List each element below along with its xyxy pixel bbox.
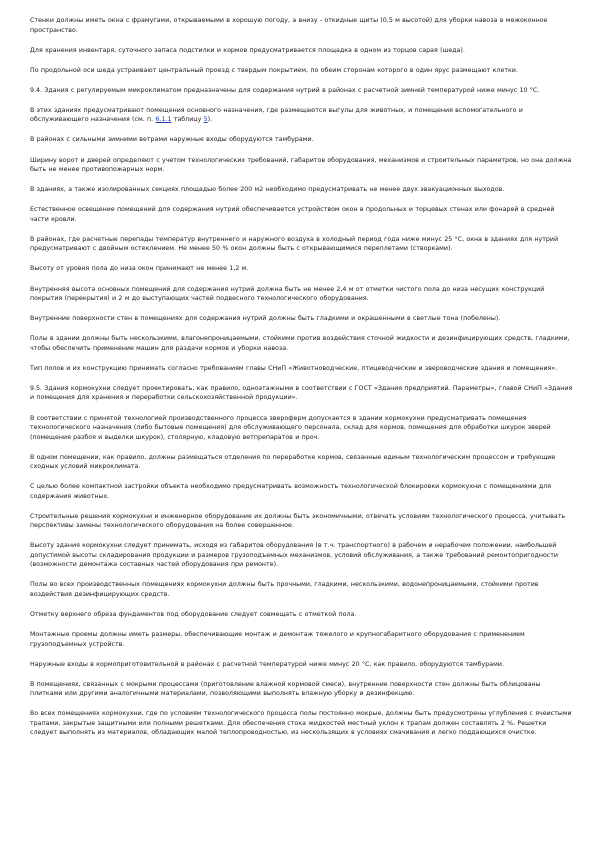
paragraph-22: Полы во всех производственных помещениях кормокухни должны быть прочными, гладкими, нескользкими, водонепроницаемыми, стойкими против воздействия дезинфицирующих средств.: [30, 581, 539, 598]
paragraph-16: 9.5. Здания кормокухни следует проектировать, как правило, одноэтажными в соответствии с ГОСТ «Здания предприятий. Параметры», главой СНиП «Здания и помещения для хранения и переработки сельскохозяйственной продукции».: [30, 384, 573, 402]
paragraph-19: С целью более компактной застройки объекта необходимо предусматривать возможность технологической блокировки кормокухни с помещениями для содержания животных.: [30, 483, 552, 500]
paragraph-13: Внутренние поверхности стен в помещениях для содержания нутрий должны быть гладкими и окрашенными в светлые тона (побелены).: [30, 315, 501, 323]
section-link[interactable]: 6.1.1: [155, 116, 172, 124]
paragraph-1: Стенки должны иметь окна с фрамугами, открываемыми в хорошую погоду, а внизу - откидные щиты (0,5 м высотой) для уборки навоза в межоконное пространство.: [30, 17, 548, 34]
paragraph-5-text-b: таблицу: [171, 116, 204, 124]
paragraph-27: Во всех помещениях кормокухни, где по условиям технологического процесса полы постоянно мокрые, должны быть предусмотрены углубления с ячеистыми трапами, закрытые защитными или полными решетками. Для обеспечения стока жидкостей местный уклон к трапам должен составлять 2 %. Решетки следует выполнять из материалов, обладающих малой теплопроводностью, из нескользящих в условиях смачивания и легко поддающихся очистке.: [30, 710, 572, 737]
document-page: [30, 16, 575, 749]
table-link[interactable]: 5: [203, 116, 208, 124]
paragraph-25: Наружные входы в кормоприготовительной в районах с расчетной температурой ниже минус 20 °С, как правило, оборудуются тамбурами.: [30, 660, 504, 668]
paragraph-26: В помещениях, связанных с мокрыми процессами (приготовление влажной кормовой смеси), внутренние поверхности стен должны быть облицованы плитками или другими аналогичными материалами, позволяющими выполнять влажную уборку и дезинфекцию.: [30, 680, 541, 698]
paragraph-21: Высоту здания кормокухни следует принимать, исходя из габаритов оборудования (в т.ч. транспортного) в рабочем и нерабочем положении, наибольшей допустимой высоты складирования продукции и размеров грузоподъемных механизмов, условий обслуживания, а также требований ремонтопригодности (возможности демонтажа составных частей оборудования при ремонте).: [30, 542, 559, 569]
paragraph-10: В районах, где расчетные перепады температур внутреннего и наружного воздуха в холодный период года ниже минус 25 °С, окна в зданиях для нутрий предусматривают с двойным остеклением. Не менее 50 % окон должны быть с открывающимися переплетами (створками).: [30, 235, 559, 253]
paragraph-5: [30, 106, 575, 125]
paragraph-2: Для хранения инвентаря, суточного запаса подстилки и кормов предусматривается площадка в одном из торцов сарая (шеда).: [30, 46, 465, 54]
paragraph-4: 9.4. Здания с регулируемым микроклиматом предназначены для содержания нутрий в районах с расчетной зимней температурой ниже минус 10 °С.: [30, 86, 540, 94]
paragraph-11: Высоту от уровня пола до низа окон принимают не менее 1,2 м.: [30, 265, 249, 273]
paragraph-5-text-c: ).: [207, 116, 213, 124]
paragraph-9: Естественное освещение помещений для содержания нутрий обеспечивается устройством окон в продольных и торцевых стенах или фонарей в средней части кровли.: [30, 206, 555, 223]
paragraph-15: Тип полов и их конструкцию принимать согласно требованиям главы СНиП «Животноводческие, птицеводческие и звероводческие здания и помещения».: [30, 364, 558, 372]
paragraph-17: В соответствии с принятой технологией производственного процесса звероферм допускается в здании кормокухни предусматривать помещения технологического назначения (либо бытовые помещения) для обслуживающего персонала, склад для кормов, помещения для обработки шкурок зверей (помещения разбоя и выделки шкурок), столярную, кладовую ветпрепаратов и проч.: [30, 414, 551, 441]
paragraph-23: Отметку верхнего обреза фундаментов под оборудование следует совмещать с отметкой пола.: [30, 611, 357, 619]
paragraph-14: Полы в здании должны быть нескользкими, влагонепроницаемыми, стойкими против воздействия сточной жидкости и дезинфицирующих средств, гладкими, чтобы обеспечить применение машин для раздачи кормов и уборки навоза.: [30, 335, 570, 352]
paragraph-18: В одном помещении, как правило, должны размещаться отделения по переработке кормов, связанные единым технологическим процессом и требующие сходных условий микроклимата.: [30, 453, 556, 471]
paragraph-24: Монтажные проемы должны иметь размеры, обеспечивающие монтаж и демонтаж тяжелого и крупногабаритного оборудования с применением грузоподъемных устройств.: [30, 631, 525, 648]
paragraph-8: В зданиях, а также изолированных секциях площадью более 200 м2 необходимо предусматривать не менее двух эвакуационных выходов.: [30, 186, 505, 194]
paragraph-6: В районах с сильными зимними ветрами наружные входы оборудуются тамбурами.: [30, 136, 314, 144]
paragraph-5-text-a: В этих зданиях предусматривают помещения основного назначения, где размещаются выгулы для животных, и помещения вспомогательного и обслуживающего назначения (см. п.: [30, 106, 523, 124]
paragraph-7: Ширину ворот и дверей определяют с учетом технологических требований, габаритов оборудования, механизмов и строительных параметров, но она должна быть не менее противопожарных норм.: [30, 156, 572, 174]
paragraph-20: Строительные решения кормокухни и инженерное оборудование их должны быть экономичными, отвечать условиям технологического процесса, учитывать перспективы замены технологического оборудования на более совершенное.: [30, 512, 566, 530]
paragraph-12: Внутренняя высота основных помещений для содержания нутрий должна быть не менее 2,4 м от отметки чистого пола до низа несущих конструкций покрытия (перекрытия) и 2 м до выступающих частей подвесного технологического оборудования.: [30, 285, 545, 303]
paragraph-3: По продольной оси шеда устраивают центральный проезд с твердым покрытием, по обеим сторонам которого в один ярус размещают клетки.: [30, 66, 518, 74]
